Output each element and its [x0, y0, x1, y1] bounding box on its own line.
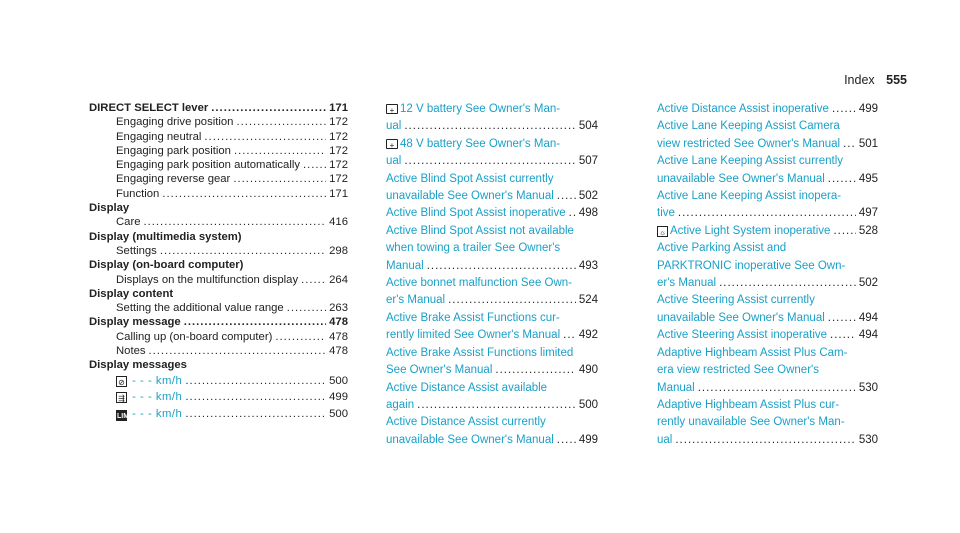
index-heading: Display messages [89, 359, 187, 372]
light-system-icon: ☼ [658, 227, 667, 237]
index-subentry[interactable]: Settings ..... 298 [89, 244, 348, 258]
index-subentry[interactable]: Function ..... 171 [89, 187, 348, 201]
battery-icon: + [386, 139, 398, 149]
index-subentry[interactable]: Engaging neutral ..... 172 [89, 130, 348, 144]
index-subentry[interactable]: ⇶ - - - km/h ..... 499 [89, 389, 348, 406]
index-heading: Display [89, 202, 130, 215]
cruise-control-icon: ⊘ [116, 376, 127, 387]
index-entry[interactable]: Active Lane Keeping Assist inopera- tive ..... 497 [657, 188, 878, 223]
index-heading: Display (multimedia system) [89, 230, 242, 243]
index-heading: Display content [89, 287, 174, 300]
index-column-3 [657, 101, 878, 449]
page-header [844, 73, 907, 87]
index-entry[interactable]: DIRECT SELECT lever ..... 171 [89, 101, 348, 115]
distance-assist-icon: ⇶ [116, 392, 127, 403]
index-entry[interactable]: Adaptive Highbeam Assist Plus cur- rently unavailable See Owner's Man- ual ..... 530 [657, 397, 878, 449]
index-subentry[interactable]: Displays on the multifunction display ..... 264 [89, 273, 348, 287]
index-entry[interactable]: Active Brake Assist Functions limited See Owner's Manual ..... 490 [386, 345, 598, 380]
index-subentry[interactable]: Engaging reverse gear ..... 172 [89, 172, 348, 186]
index-entry[interactable]: Active Brake Assist Functions cur- rently limited See Owner's Manual ..... 492 [386, 310, 598, 345]
index-subentry[interactable]: Calling up (on-board computer) ..... 478 [89, 330, 348, 344]
index-subentry[interactable]: Care ..... 416 [89, 215, 348, 229]
index-entry[interactable]: Active Blind Spot Assist not available when towing a trailer See Owner's Manual ..... 493 [386, 223, 598, 275]
index-heading: Display (on-board computer) [89, 259, 244, 272]
index-column-2 [386, 101, 598, 449]
index-subentry[interactable]: Setting the additional value range ..... 263 [89, 301, 348, 315]
index-subentry[interactable]: Engaging drive position ..... 172 [89, 115, 348, 129]
index-subentry[interactable]: Engaging park position automatically ..... 172 [89, 158, 348, 172]
battery-icon: + [386, 104, 398, 114]
index-entry[interactable]: Active Lane Keeping Assist currently unavailable See Owner's Manual ..... 495 [657, 153, 878, 188]
index-subentry[interactable]: Engaging park position ..... 172 [89, 144, 348, 158]
index-subentry[interactable]: ⊘ - - - km/h ..... 500 [89, 373, 348, 390]
index-entry[interactable]: Active Steering Assist currently unavailable See Owner's Manual ..... 494 [657, 292, 878, 327]
index-entry[interactable]: + 12 V battery See Owner's Man- ual ..... 504 [386, 101, 598, 136]
page-number: 555 [886, 73, 907, 87]
index-entry[interactable]: Active Steering Assist inoperative ..... 494 [657, 327, 878, 344]
header-label: Index [844, 73, 875, 87]
index-entry[interactable]: Display message ..... 478 [89, 315, 348, 329]
index-column-1 [89, 101, 348, 422]
index-entry[interactable]: Active Distance Assist inoperative ..... 499 [657, 101, 878, 118]
index-entry[interactable]: Active Distance Assist currently unavailable See Owner's Manual ..... 499 [386, 414, 598, 449]
index-entry[interactable]: Active Parking Assist and PARKTRONIC inoperative See Own- er's Manual ..... 502 [657, 240, 878, 292]
index-entry[interactable]: Active Blind Spot Assist currently unavailable See Owner's Manual ..... 502 [386, 171, 598, 206]
index-entry[interactable]: Active bonnet malfunction See Own- er's Manual ..... 524 [386, 275, 598, 310]
index-entry[interactable]: + 48 V battery See Owner's Man- ual ..... 507 [386, 136, 598, 171]
limiter-icon: LIM [116, 410, 127, 421]
index-entry[interactable]: Adaptive Highbeam Assist Plus Cam- era view restricted See Owner's Manual ..... 530 [657, 345, 878, 397]
index-entry[interactable]: Active Lane Keeping Assist Camera view restricted See Owner's Manual ..... 501 [657, 118, 878, 153]
index-entry[interactable]: Active Distance Assist available again ..... 500 [386, 380, 598, 415]
index-entry[interactable]: Active Blind Spot Assist inoperative ..... 498 [386, 205, 598, 222]
index-entry[interactable]: ☼ Active Light System inoperative ..... 528 [657, 223, 878, 240]
index-subentry[interactable]: Notes ..... 478 [89, 344, 348, 358]
index-subentry[interactable]: LIM - - - km/h ..... 500 [89, 406, 348, 423]
